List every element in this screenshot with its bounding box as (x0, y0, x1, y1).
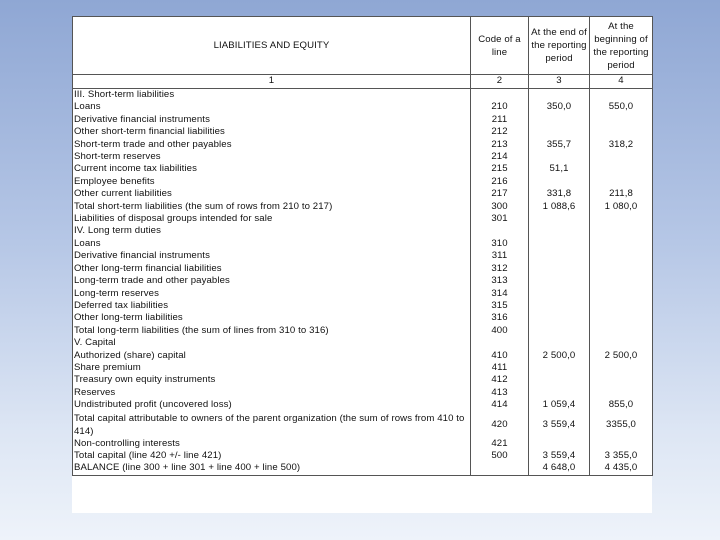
row-value-end: 1 059,4 (529, 399, 590, 411)
row-value-end (529, 114, 590, 126)
row-label: Liabilities of disposal groups intended for sale (73, 213, 471, 225)
table-row (73, 300, 653, 312)
table-row (73, 139, 653, 151)
row-label: Total capital (line 420 +/- line 421) (73, 450, 471, 462)
row-label: V. Capital (73, 337, 471, 349)
row-code: 421 (471, 438, 529, 450)
row-label: Total long-term liabilities (the sum of lines from 310 to 316) (73, 325, 471, 337)
row-code: 215 (471, 163, 529, 175)
row-value-begin (590, 387, 653, 399)
row-value-begin (590, 312, 653, 324)
row-code: 400 (471, 325, 529, 337)
row-code: 210 (471, 101, 529, 113)
row-value-begin (590, 374, 653, 386)
row-value-end: 350,0 (529, 101, 590, 113)
row-value-begin: 3 355,0 (590, 450, 653, 462)
row-code (471, 337, 529, 349)
row-label: Short-term reserves (73, 151, 471, 163)
row-label: Reserves (73, 387, 471, 399)
row-code: 500 (471, 450, 529, 462)
header-code: Code of a line (471, 17, 529, 75)
table-row (73, 275, 653, 287)
row-code: 420 (471, 412, 529, 438)
row-value-end (529, 300, 590, 312)
row-label: Current income tax liabilities (73, 163, 471, 175)
row-code: 313 (471, 275, 529, 287)
column-number: 2 (471, 75, 529, 89)
row-value-end (529, 312, 590, 324)
row-value-end: 4 648,0 (529, 462, 590, 475)
row-value-begin: 1 080,0 (590, 201, 653, 213)
row-value-end: 355,7 (529, 139, 590, 151)
row-value-begin (590, 288, 653, 300)
row-code: 312 (471, 263, 529, 275)
table-row (73, 288, 653, 300)
header-row (73, 17, 653, 75)
row-value-end: 331,8 (529, 188, 590, 200)
row-value-end (529, 151, 590, 163)
table-row (73, 263, 653, 275)
row-value-end (529, 263, 590, 275)
row-label: Non-controlling interests (73, 438, 471, 450)
table-row (73, 101, 653, 113)
row-label: IV. Long term duties (73, 225, 471, 237)
table-row (73, 399, 653, 411)
row-value-begin (590, 176, 653, 188)
row-value-begin (590, 89, 653, 102)
row-code (471, 462, 529, 475)
row-code: 412 (471, 374, 529, 386)
table-row (73, 89, 653, 102)
table-row (73, 412, 653, 438)
row-code: 410 (471, 350, 529, 362)
table-row (73, 176, 653, 188)
row-label: Employee benefits (73, 176, 471, 188)
row-value-begin (590, 163, 653, 175)
row-value-begin: 855,0 (590, 399, 653, 411)
row-label: Other long-term financial liabilities (73, 263, 471, 275)
row-label: Long-term trade and other payables (73, 275, 471, 287)
row-value-end: 3 559,4 (529, 412, 590, 438)
row-value-end (529, 250, 590, 262)
table-row (73, 387, 653, 399)
table-row (73, 374, 653, 386)
balance-sheet (72, 16, 652, 513)
row-value-end: 3 559,4 (529, 450, 590, 462)
row-value-begin (590, 263, 653, 275)
row-value-begin (590, 213, 653, 225)
row-value-begin (590, 362, 653, 374)
row-code (471, 89, 529, 102)
row-label: Other current liabilities (73, 188, 471, 200)
row-value-begin (590, 151, 653, 163)
table-row (73, 151, 653, 163)
row-value-end (529, 362, 590, 374)
table-row (73, 238, 653, 250)
row-value-begin: 2 500,0 (590, 350, 653, 362)
row-code: 301 (471, 213, 529, 225)
row-label: Treasury own equity instruments (73, 374, 471, 386)
table-row (73, 114, 653, 126)
row-code: 411 (471, 362, 529, 374)
row-code: 311 (471, 250, 529, 262)
row-label: Other long-term liabilities (73, 312, 471, 324)
row-label: BALANCE (line 300 + line 301 + line 400 + line 500) (73, 462, 471, 475)
table-row (73, 201, 653, 213)
table-row (73, 126, 653, 138)
row-value-end (529, 325, 590, 337)
column-number: 1 (73, 75, 471, 89)
column-number: 4 (590, 75, 653, 89)
table-row (73, 188, 653, 200)
row-label: Derivative financial instruments (73, 250, 471, 262)
table-row (73, 225, 653, 237)
table-row (73, 462, 653, 475)
row-value-end (529, 176, 590, 188)
row-value-begin: 550,0 (590, 101, 653, 113)
row-value-begin: 4 435,0 (590, 462, 653, 475)
header-liabilities: LIABILITIES AND EQUITY (73, 17, 471, 75)
table-body (73, 89, 653, 476)
row-value-begin (590, 238, 653, 250)
row-value-begin (590, 225, 653, 237)
row-value-end (529, 126, 590, 138)
row-value-begin: 211,8 (590, 188, 653, 200)
row-value-begin (590, 250, 653, 262)
liabilities-table (72, 16, 653, 476)
row-code: 212 (471, 126, 529, 138)
row-value-begin (590, 300, 653, 312)
row-code (471, 225, 529, 237)
row-value-begin (590, 438, 653, 450)
row-value-begin (590, 126, 653, 138)
row-label: Loans (73, 238, 471, 250)
table-row (73, 213, 653, 225)
row-value-begin (590, 114, 653, 126)
row-code: 314 (471, 288, 529, 300)
row-value-begin (590, 325, 653, 337)
row-code: 315 (471, 300, 529, 312)
table-row (73, 250, 653, 262)
row-code: 310 (471, 238, 529, 250)
row-label: Short-term trade and other payables (73, 139, 471, 151)
row-label: Total short-term liabilities (the sum of rows from 210 to 217) (73, 201, 471, 213)
row-label: Long-term reserves (73, 288, 471, 300)
row-value-end (529, 275, 590, 287)
row-value-end (529, 337, 590, 349)
row-label: Other short-term financial liabilities (73, 126, 471, 138)
table-row (73, 362, 653, 374)
row-code: 414 (471, 399, 529, 411)
column-number: 3 (529, 75, 590, 89)
row-code: 217 (471, 188, 529, 200)
row-code: 300 (471, 201, 529, 213)
row-value-begin: 3355,0 (590, 412, 653, 438)
row-label: III. Short-term liabilities (73, 89, 471, 102)
row-code: 316 (471, 312, 529, 324)
row-value-begin (590, 337, 653, 349)
header-end-period: At the end of the reporting period (529, 17, 590, 75)
row-code: 213 (471, 139, 529, 151)
table-row (73, 325, 653, 337)
row-value-end (529, 213, 590, 225)
row-value-end (529, 387, 590, 399)
row-value-end (529, 374, 590, 386)
row-label: Loans (73, 101, 471, 113)
table-row (73, 450, 653, 462)
row-label: Total capital attributable to owners of the parent organization (the sum of rows from 410 to 414) (73, 412, 471, 438)
header-begin-period: At the beginning of the reporting period (590, 17, 653, 75)
row-value-end: 51,1 (529, 163, 590, 175)
row-value-end (529, 238, 590, 250)
row-value-end (529, 225, 590, 237)
row-value-end (529, 438, 590, 450)
table-row (73, 163, 653, 175)
row-label: Authorized (share) capital (73, 350, 471, 362)
row-code: 413 (471, 387, 529, 399)
row-label: Share premium (73, 362, 471, 374)
row-value-end (529, 288, 590, 300)
column-number-row (73, 75, 653, 89)
row-label: Derivative financial instruments (73, 114, 471, 126)
row-value-end: 2 500,0 (529, 350, 590, 362)
row-value-begin (590, 275, 653, 287)
table-row (73, 312, 653, 324)
row-value-end: 1 088,6 (529, 201, 590, 213)
row-value-begin: 318,2 (590, 139, 653, 151)
table-row (73, 438, 653, 450)
row-label: Undistributed profit (uncovered loss) (73, 399, 471, 411)
table-row (73, 350, 653, 362)
row-code: 216 (471, 176, 529, 188)
row-code: 214 (471, 151, 529, 163)
row-code: 211 (471, 114, 529, 126)
row-value-end (529, 89, 590, 102)
table-row (73, 337, 653, 349)
row-label: Deferred tax liabilities (73, 300, 471, 312)
